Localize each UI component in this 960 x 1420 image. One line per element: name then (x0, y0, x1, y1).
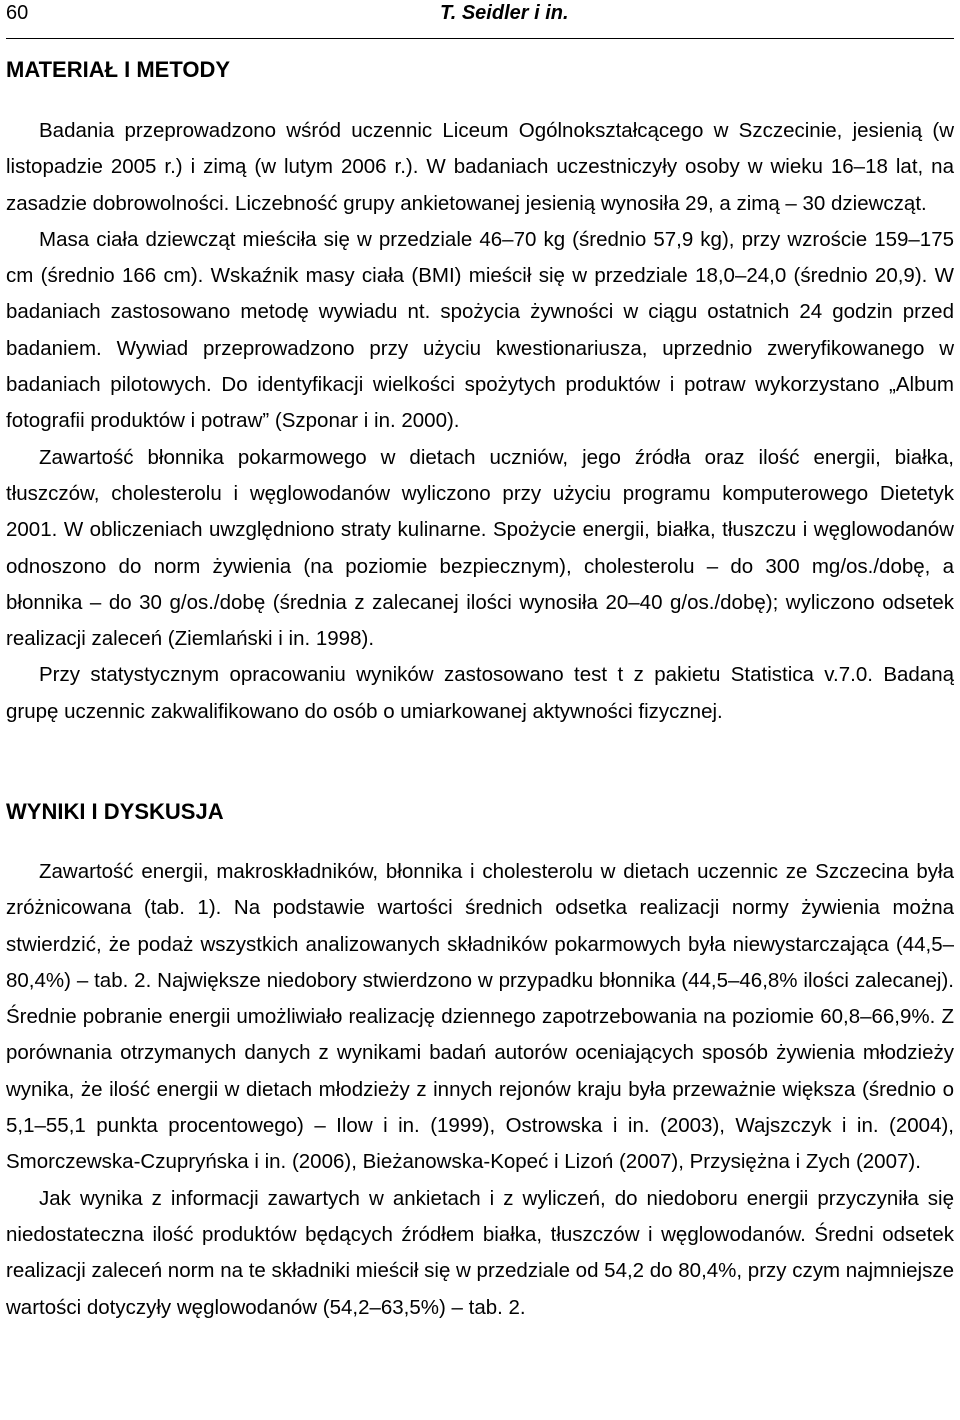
paragraph: Masa ciała dziewcząt mieściła się w przedziale 46–70 kg (średnio 57,9 kg), przy wzroście 159–175 cm (średnio 166 cm). Wskaźnik masy ciała (BMI) mieścił się w przedziale 18,0–24,0 (średnio 20,9). W badaniach zastosowano metodę wywiadu nt. spożycia żywności w ciągu ostatnich 24 godzin przed badaniem. Wywiad przeprowadzono przy użyciu kwestionariusza, uprzednio zweryfikowanego w badaniach pilotowych. Do identyfikacji wielkości spożytych produktów i potraw wykorzystano „Album fotografii produktów i potraw” (Szponar i in. 2000). (6, 227, 954, 433)
section-heading-results: WYNIKI I DYSKUSJA (6, 799, 224, 824)
page-number: 60 (6, 2, 29, 24)
paragraph: Badania przeprowadzono wśród uczennic Liceum Ogólnokształcącego w Szczecinie, jesienią (w listopadzie 2005 r.) i zimą (w lutym 2006 r.). W badaniach uczestniczyły osoby w wieku 16–18 lat, na zasadzie dobrowolności. Liczebność grupy ankietowanej jesienią wynosiła 29, a zimą – 30 dziewcząt. (6, 119, 954, 215)
paragraph: Przy statystycznym opracowaniu wyników zastosowano test t z pakietu Statistica v.7.0. Badaną grupę uczennic zakwalifikowano do osób o umiarkowanej aktywności fizycznej. (6, 663, 954, 723)
paragraph: Zawartość energii, makroskładników, błonnika i cholesterolu w dietach uczennic ze Szczecina była zróżnicowana (tab. 1). Na podstawie wartości średnich odsetka realizacji normy żywienia można stwierdzić, że podaż wszystkich analizowanych składników pokarmowych była niewystarczająca (44,5–80,4%) – tab. 2. Największe niedobory stwierdzono w przypadku błonnika (44,5–46,8% ilości zalecanej). Średnie pobranie energii umożliwiało realizację dziennego zapotrzebowania na poziomie 60,8–66,9%. Z porównania otrzymanych danych z wynikami badań autorów oceniających sposób żywienia młodzieży wynika, że ilość energii w dietach młodzieży z innych rejonów kraju była przeważnie większa (średnio o 5,1–55,1 punkta procentowego) – Ilow i in. (1999), Ostrowska i in. (2003), Wajszczyk i in. (2004), Smorczewska-Czupryńska i in. (2006), Bieżanowska-Kopeć i Lizoń (2007), Przysiężna i Zych (2007). (6, 860, 954, 1174)
methods-body (6, 113, 954, 730)
paragraph: Jak wynika z informacji zawartych w ankietach i z wyliczeń, do niedoboru energii przyczyniła się niedostateczna ilość produktów będących źródłem białka, tłuszczów i węglowodanów. Średni odsetek realizacji zaleceń norm na te składniki mieścił się w przedziale od 54,2 do 80,4%, przy czym najmniejsze wartości dotyczyły węglowodanów (54,2–63,5%) – tab. 2. (6, 1186, 954, 1319)
running-head: T. Seidler i in. (440, 2, 569, 24)
results-body (6, 854, 954, 1326)
page-header (6, 0, 954, 39)
paragraph: Zawartość błonnika pokarmowego w dietach uczniów, jego źródła oraz ilość energii, białka, tłuszczów, cholesterolu i węglowodanów wyliczono przy użyciu programu komputerowego Dietetyk 2001. W obliczeniach uwzględniono straty kulinarne. Spożycie energii, białka, tłuszczu i węglowodanów odnoszono do norm żywienia (na poziomie bezpiecznym), cholesterolu – do 300 mg/os./dobę, a błonnika – do 30 g/os./dobę (średnia z zalecanej ilości wynosiła 20–40 g/os./dobę); wyliczono odsetek realizacji zaleceń (Ziemlański i in. 1998). (6, 445, 954, 651)
section-heading-methods: MATERIAŁ I METODY (6, 57, 231, 82)
